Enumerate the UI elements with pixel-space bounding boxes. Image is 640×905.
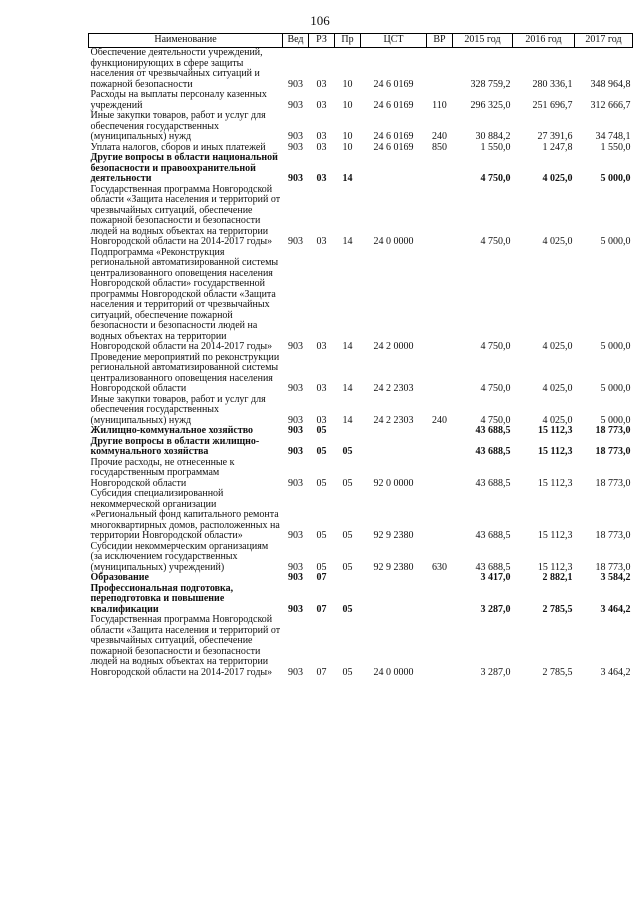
row-vr-cell: [427, 573, 453, 584]
row-ved-cell: 903: [288, 341, 303, 352]
row-name-cell: Иные закупки товаров, работ и услуг для обеспечения государственных (муниципальных) нужд: [90, 393, 266, 426]
table-row: [89, 573, 633, 584]
row-ved-cell: 903: [288, 530, 303, 541]
table-row: [89, 353, 633, 395]
row-pr-cell: 05: [342, 666, 353, 678]
row-ved-cell: 903: [288, 603, 303, 615]
table-row: [89, 489, 633, 542]
row-2017-cell: 5 000,0: [600, 236, 631, 247]
row-name-cell: Другие вопросы в области жилищно-коммунального хозяйства: [90, 435, 260, 457]
row-vr-cell: [427, 489, 453, 542]
row-cst-cell: 24 6 0169: [373, 131, 414, 142]
row-2016-cell: 15 112,3: [538, 425, 573, 436]
row-2016-cell: 4 025,0: [542, 383, 573, 394]
row-pr-cell: 05: [342, 446, 353, 457]
row-ved-cell: 903: [288, 383, 303, 394]
row-cst-cell: 92 9 2380: [373, 561, 414, 573]
table-row: [89, 153, 633, 185]
row-cst-cell: 24 2 2303: [373, 414, 414, 426]
table-row: [89, 542, 633, 574]
row-2016-cell: 251 696,7: [532, 99, 573, 111]
row-name-cell: Жилищно-коммунальное хозяйство: [90, 425, 254, 436]
row-2017-cell: 18 773,0: [595, 561, 631, 573]
row-2015-cell: 43 688,5: [475, 425, 511, 436]
row-2017-cell: 18 773,0: [595, 425, 631, 436]
row-cst-cell: [361, 437, 427, 458]
row-2017-cell: 5 000,0: [600, 414, 631, 426]
row-vr-cell: [427, 584, 453, 616]
row-2015-cell: 3 287,0: [480, 603, 511, 615]
row-rz-cell: 03: [316, 383, 327, 394]
row-vr-cell: [427, 437, 453, 458]
table-row: [89, 458, 633, 490]
row-2016-cell: 27 391,6: [537, 131, 573, 142]
row-cst-cell: 24 0 0000: [373, 666, 414, 678]
row-pr-cell: 14: [342, 341, 353, 352]
budget-table: [88, 33, 633, 678]
row-2015-cell: 328 759,2: [470, 78, 511, 90]
row-2017-cell: 3 464,2: [600, 603, 631, 615]
row-pr-cell: [335, 573, 361, 584]
row-2016-cell: 4 025,0: [542, 236, 573, 247]
row-pr-cell: 05: [342, 603, 353, 615]
row-vr-cell: [427, 248, 453, 353]
row-2015-cell: 296 325,0: [470, 99, 511, 111]
row-2015-cell: 4 750,0: [480, 414, 511, 426]
row-2015-cell: 3 287,0: [480, 666, 511, 678]
row-pr-cell: 05: [342, 530, 353, 541]
table-row: [89, 185, 633, 248]
row-vr-cell: 630: [432, 561, 447, 573]
row-pr-cell: 14: [342, 414, 353, 426]
row-2017-cell: 18 773,0: [595, 530, 631, 541]
row-cst-cell: 24 2 2303: [373, 383, 414, 394]
row-ved-cell: 903: [288, 78, 303, 90]
row-ved-cell: 903: [288, 666, 303, 678]
row-2015-cell: 4 750,0: [480, 236, 511, 247]
row-cst-cell: [361, 584, 427, 616]
row-2016-cell: 15 112,3: [537, 530, 573, 541]
row-cst-cell: [361, 573, 427, 584]
row-rz-cell: 05: [316, 530, 327, 541]
table-row: [89, 90, 633, 111]
row-rz-cell: 03: [316, 141, 327, 153]
column-header-vr: ВР: [427, 34, 453, 48]
row-2015-cell: 4 750,0: [480, 383, 511, 394]
column-header-2017: 2017 год: [575, 34, 633, 48]
row-2015-cell: 43 688,5: [475, 477, 511, 489]
table-body: [89, 48, 633, 679]
row-ved-cell: 903: [288, 572, 303, 583]
row-2015-cell: 43 688,5: [475, 530, 511, 541]
row-vr-cell: [427, 48, 453, 91]
row-rz-cell: 07: [316, 666, 327, 678]
row-2015-cell: 1 550,0: [480, 141, 511, 153]
row-name-cell: Субсидия специализированной некоммерческой организации «Региональный фонд капитального ремонта многоквартирных домов, расположенных на территории Новгородской области»: [90, 488, 280, 541]
row-cst-cell: 24 0 0000: [373, 236, 414, 247]
table-row: [89, 248, 633, 353]
row-cst-cell: 92 0 0000: [373, 477, 414, 489]
row-2015-cell: 43 688,5: [475, 561, 511, 573]
row-rz-cell: 03: [316, 131, 327, 142]
row-vr-cell: [427, 615, 453, 678]
column-header-rz: РЗ: [309, 34, 335, 48]
row-2017-cell: 1 550,0: [600, 141, 631, 153]
row-rz-cell: 05: [316, 477, 327, 489]
row-2015-cell: 3 417,0: [480, 572, 511, 583]
page-number: 106: [310, 13, 330, 28]
row-name-cell: Профессиональная подготовка, переподготовка и повышение квалификации: [90, 582, 234, 615]
table-row: [89, 426, 633, 437]
row-2016-cell: 4 025,0: [542, 341, 573, 352]
row-2016-cell: 2 882,1: [542, 572, 573, 583]
row-cst-cell: 24 6 0169: [373, 78, 414, 90]
row-pr-cell: 10: [342, 131, 353, 142]
row-pr-cell: 14: [342, 383, 353, 394]
row-2016-cell: 15 112,3: [537, 561, 573, 573]
row-ved-cell: 903: [288, 99, 303, 111]
row-2017-cell: 5 000,0: [600, 383, 631, 394]
row-2016-cell: 2 785,5: [542, 603, 573, 615]
row-2017-cell: 312 666,7: [590, 99, 631, 111]
row-pr-cell: 14: [342, 236, 353, 247]
row-2015-cell: 4 750,0: [480, 173, 511, 184]
row-rz-cell: 03: [316, 173, 327, 184]
row-2015-cell: 4 750,0: [480, 341, 511, 352]
row-pr-cell: 10: [342, 78, 353, 90]
row-2017-cell: 5 000,0: [600, 341, 631, 352]
row-vr-cell: [427, 185, 453, 248]
row-vr-cell: [427, 153, 453, 185]
row-pr-cell: 14: [342, 173, 353, 184]
row-2016-cell: 280 336,1: [532, 78, 573, 90]
column-header-pr: Пр: [335, 34, 361, 48]
row-name-cell: Уплата налогов, сборов и иных платежей: [90, 141, 266, 153]
table-row: [89, 48, 633, 91]
row-2016-cell: 15 112,3: [538, 446, 573, 457]
row-2017-cell: 18 773,0: [595, 446, 631, 457]
row-ved-cell: 903: [288, 414, 303, 426]
table-row: [89, 395, 633, 427]
row-rz-cell: 05: [316, 446, 327, 457]
row-ved-cell: 903: [288, 477, 303, 489]
row-rz-cell: 07: [316, 572, 327, 583]
column-header-name: Наименование: [89, 34, 283, 48]
row-vr-cell: [427, 426, 453, 437]
row-cst-cell: 92 9 2380: [373, 530, 414, 541]
row-vr-cell: 240: [432, 414, 447, 426]
row-2017-cell: 348 964,8: [590, 78, 631, 90]
column-header-ved: Вед: [283, 34, 309, 48]
row-pr-cell: 05: [342, 477, 353, 489]
row-rz-cell: 05: [316, 561, 327, 573]
table-header: [89, 34, 633, 48]
row-ved-cell: 903: [288, 131, 303, 142]
row-2016-cell: 4 025,0: [542, 414, 573, 426]
row-2017-cell: 18 773,0: [595, 477, 631, 489]
row-name-cell: Государственная программа Новгородской области «Защита населения и территорий от чрезвычайных ситуаций, обеспечение пожарной безопасности и безопасности людей на водных объектах на территории Новгородской области на 2014-2017 годы»: [90, 614, 281, 678]
column-header-2015: 2015 год: [453, 34, 513, 48]
row-rz-cell: 03: [316, 78, 327, 90]
row-2015-cell: 43 688,5: [475, 446, 511, 457]
table-row: [89, 584, 633, 616]
row-2016-cell: 1 247,8: [542, 141, 573, 153]
column-header-cst: ЦСТ: [361, 34, 427, 48]
row-cst-cell: 24 2 0000: [373, 341, 414, 352]
row-pr-cell: 05: [342, 561, 353, 573]
row-cst-cell: 24 6 0169: [373, 99, 414, 111]
row-name-cell: Образование: [90, 572, 149, 583]
row-pr-cell: 10: [342, 141, 353, 153]
row-vr-cell: 110: [432, 99, 447, 111]
row-name-cell: Подпрограмма «Реконструкция региональной автоматизированной системы централизованного оповещения населения Новгородской области» государственной программы Новгородской области «Защита населения и территорий от чрезвычайных ситуаций, обеспечение пожарной безопасности и безопасности людей на водных объектах на территории Новгородской области на 2014-2017 годы»: [90, 246, 279, 352]
row-name-cell: Иные закупки товаров, работ и услуг для обеспечения государственных (муниципальных) нужд: [90, 110, 266, 142]
row-vr-cell: 850: [432, 141, 447, 153]
row-ved-cell: 903: [288, 425, 303, 436]
row-name-cell: Другие вопросы в области национальной безопасности и правоохранительной деятельности: [90, 152, 278, 184]
row-vr-cell: [427, 458, 453, 490]
row-ved-cell: 903: [288, 173, 303, 184]
row-name-cell: Обеспечение деятельности учреждений, функционирующих в сфере защиты населения от чрезвычайных ситуаций и пожарной безопасности: [90, 47, 263, 90]
table-row: [89, 615, 633, 678]
row-name-cell: Проведение мероприятий по реконструкции региональной автоматизированной системы централизованного оповещения населения Новгородской области: [90, 351, 280, 394]
row-cst-cell: [361, 426, 427, 437]
row-name-cell: Государственная программа Новгородской области «Защита населения и территорий от чрезвычайных ситуаций, обеспечение пожарной безопасности и безопасности людей на водных объектах на территории Новгородской области на 2014-2017 годы»: [90, 183, 281, 247]
table-row: [89, 111, 633, 143]
row-vr-cell: [427, 353, 453, 395]
row-2016-cell: 4 025,0: [542, 173, 573, 184]
row-ved-cell: 903: [288, 141, 303, 153]
row-vr-cell: 240: [432, 131, 447, 142]
row-2015-cell: 30 884,2: [475, 131, 511, 142]
row-pr-cell: 10: [342, 99, 353, 111]
row-2017-cell: 3 464,2: [600, 666, 631, 678]
row-2016-cell: 15 112,3: [537, 477, 573, 489]
row-ved-cell: 903: [288, 446, 303, 457]
row-name-cell: Прочие расходы, не отнесенные к государственным программам Новгородской области: [90, 456, 235, 489]
row-2016-cell: 2 785,5: [542, 666, 573, 678]
row-ved-cell: 903: [288, 236, 303, 247]
row-ved-cell: 903: [288, 561, 303, 573]
row-name-cell: Расходы на выплаты персоналу казенных учреждений: [90, 89, 267, 111]
row-cst-cell: [361, 153, 427, 185]
table-row: [89, 437, 633, 458]
row-rz-cell: 03: [316, 341, 327, 352]
column-header-2016: 2016 год: [513, 34, 575, 48]
row-2017-cell: 5 000,0: [600, 173, 631, 184]
row-rz-cell: 03: [316, 99, 327, 111]
row-2017-cell: 3 584,2: [600, 572, 631, 583]
row-2017-cell: 34 748,1: [595, 131, 631, 142]
row-pr-cell: [335, 426, 361, 437]
row-rz-cell: 07: [316, 603, 327, 615]
row-name-cell: Субсидии некоммерческим организациям (за исключением государственных (муниципальных) учреждений): [90, 540, 269, 573]
row-rz-cell: 05: [316, 425, 327, 436]
row-rz-cell: 03: [316, 236, 327, 247]
row-rz-cell: 03: [316, 414, 327, 426]
row-cst-cell: 24 6 0169: [373, 141, 414, 153]
